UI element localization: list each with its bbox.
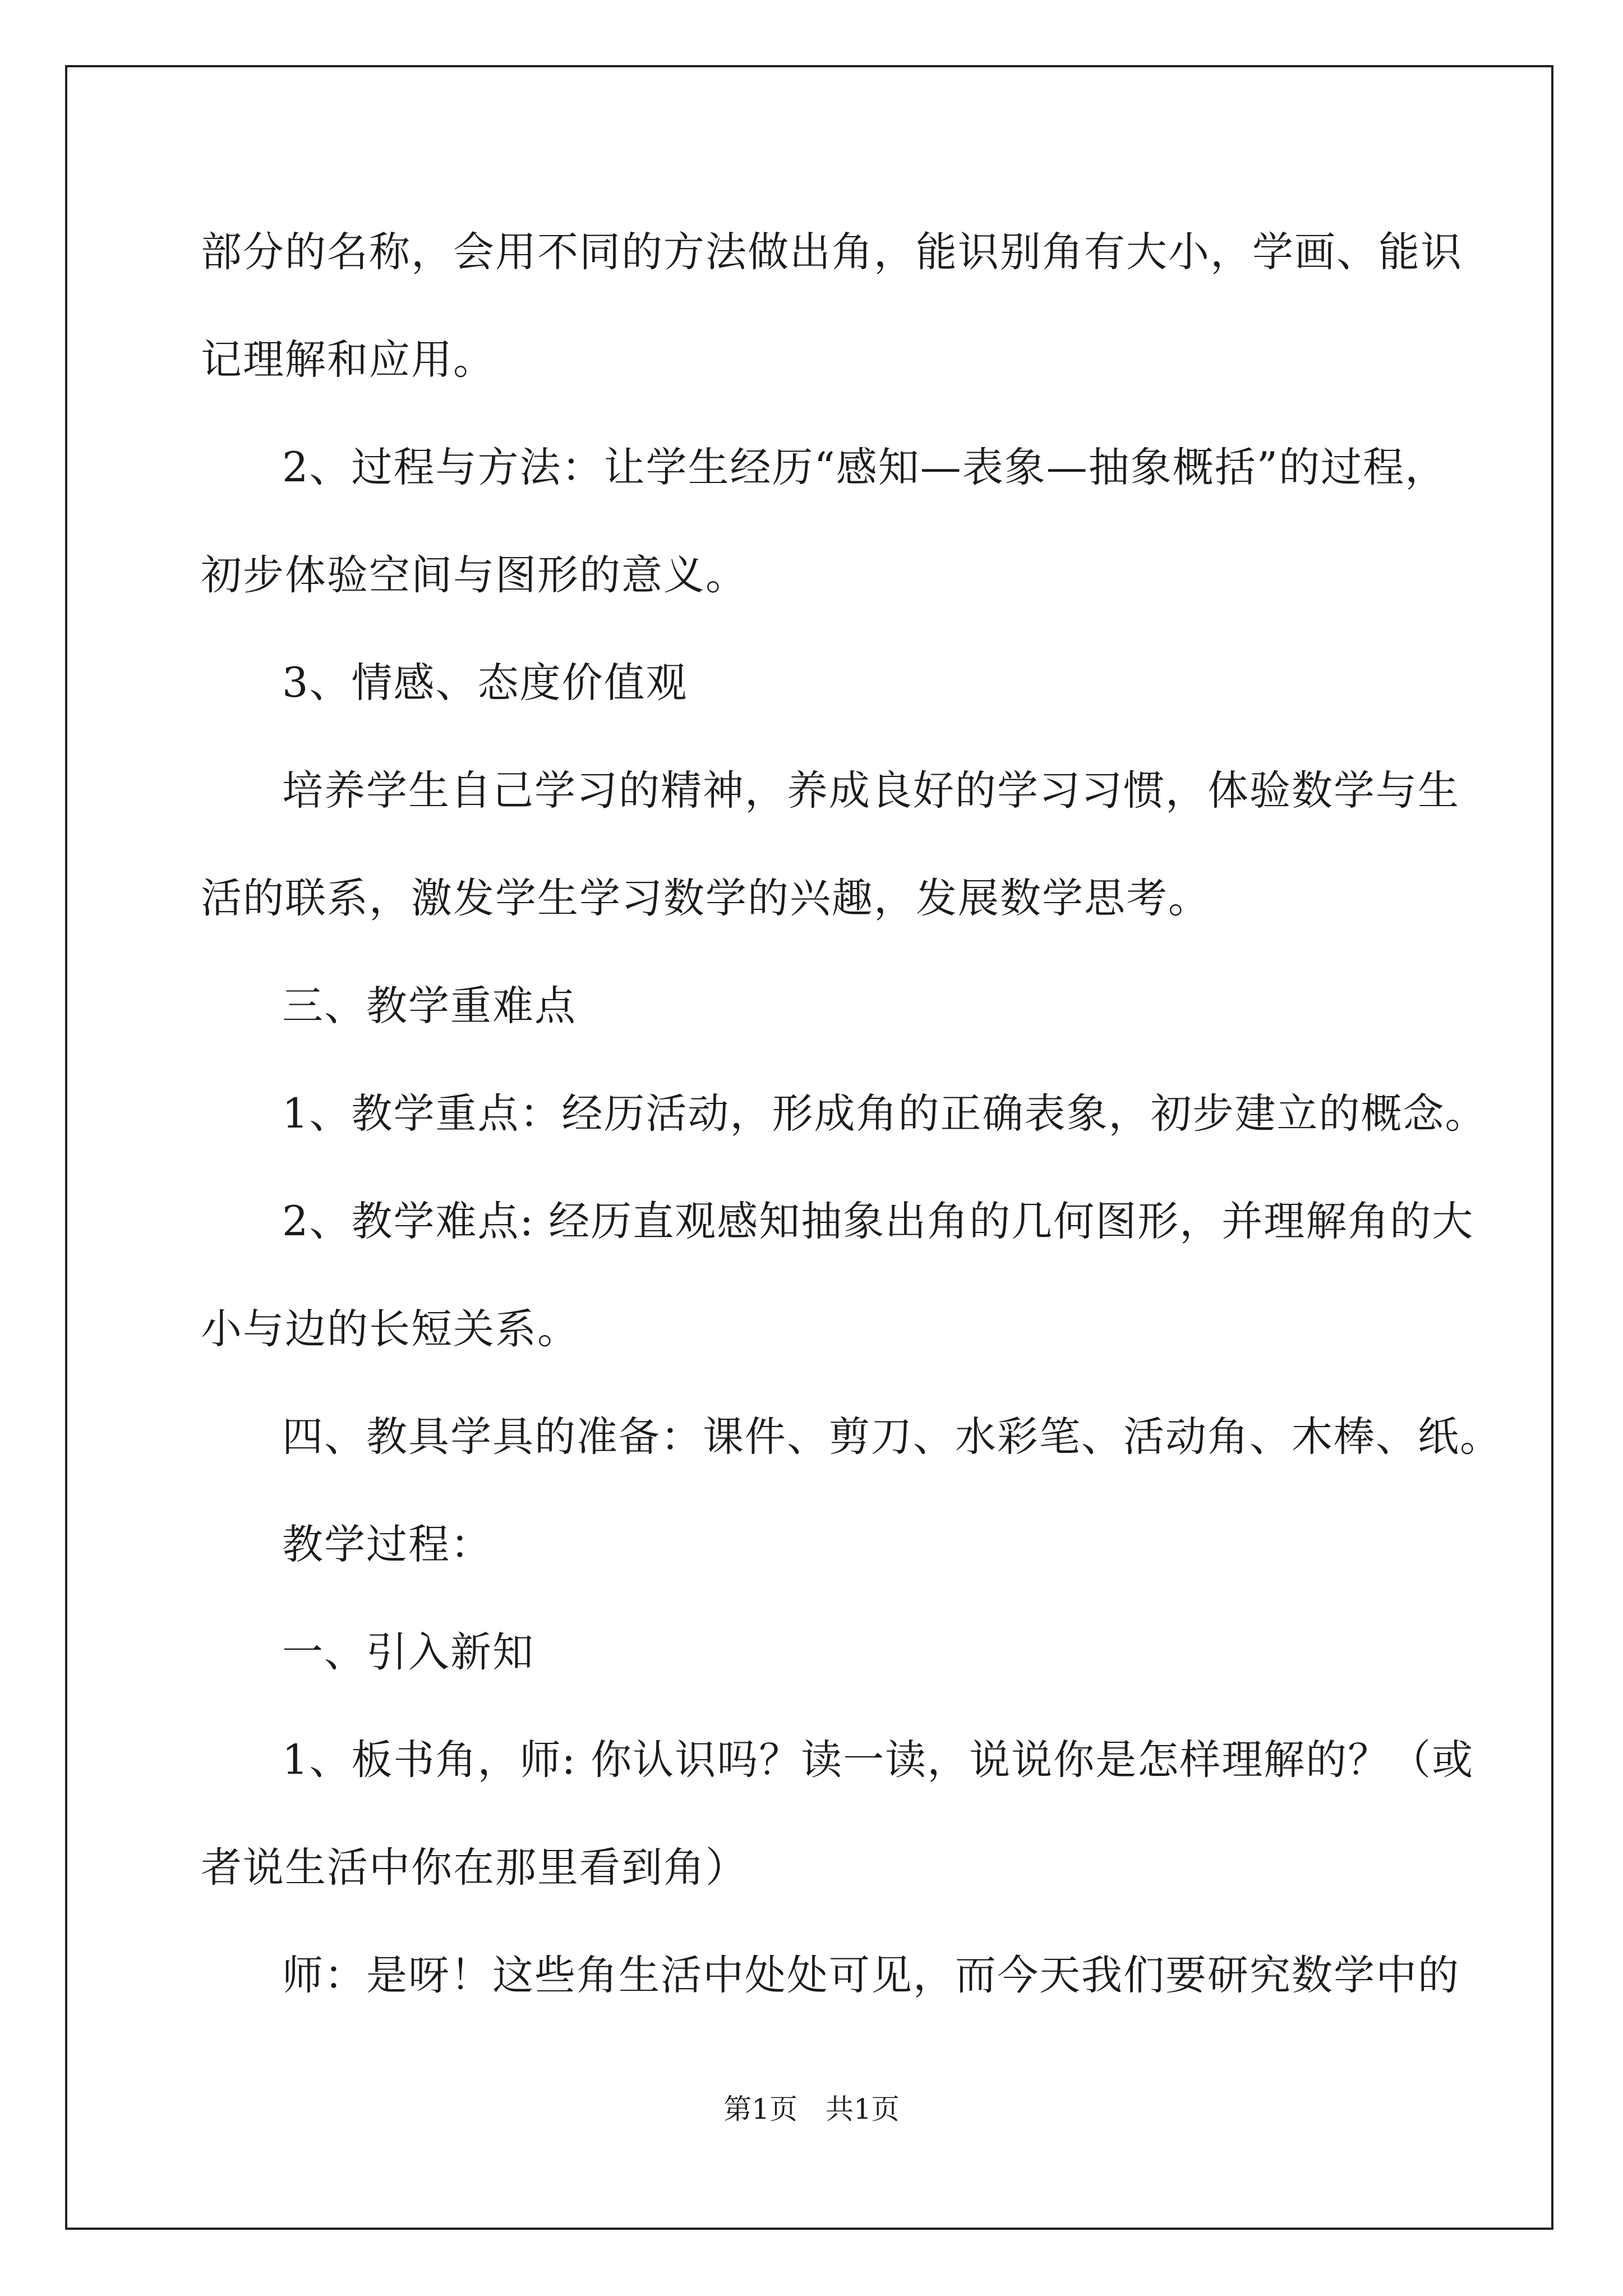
text-line: 1、板书角，师: 你认识吗？读一读，说说你是怎样理解的？（或	[282, 1736, 1474, 1784]
text-line: 1、教学重点：经历活动，形成角的正确表象，初步建立的概念。	[282, 1090, 1487, 1138]
document-body	[201, 216, 1502, 2047]
page-number: 第1页 共1页	[723, 2093, 900, 2125]
text-line: 小与边的长短关系。	[201, 1305, 579, 1353]
text-line: 记理解和应用。	[201, 336, 495, 384]
text-line: 者说生活中你在那里看到角）	[201, 1844, 748, 1892]
text-line: 部分的名称，会用不同的方法做出角，能识别角有大小，学画、能识	[201, 228, 1463, 276]
section-heading: 教学过程：	[282, 1521, 492, 1568]
text-line: 3、情感、态度价值观	[282, 659, 688, 707]
section-heading: 四、教具学具的准备：课件、剪刀、水彩笔、活动角、木棒、纸。	[282, 1413, 1502, 1461]
text-line: 初步体验空间与图形的意义。	[201, 551, 748, 599]
text-line: 培养学生自己学习的精神，养成良好的学习习惯，体验数学与生	[282, 767, 1460, 815]
text-line: 师：是呀！这些角生活中处处可见，而今天我们要研究数学中的	[282, 1952, 1460, 1999]
text-line: 活的联系，激发学生学习数学的兴趣，发展数学思考。	[201, 875, 1210, 922]
text-line: 2、教学难点: 经历直观感知抽象出角的几何图形，并理解角的大	[282, 1198, 1474, 1245]
section-heading: 三、教学重难点	[282, 982, 577, 1030]
text-line: 2、过程与方法：让学生经历“感知—表象—抽象概括”的过程，	[282, 444, 1447, 491]
section-heading: 一、引入新知	[282, 1628, 534, 1676]
